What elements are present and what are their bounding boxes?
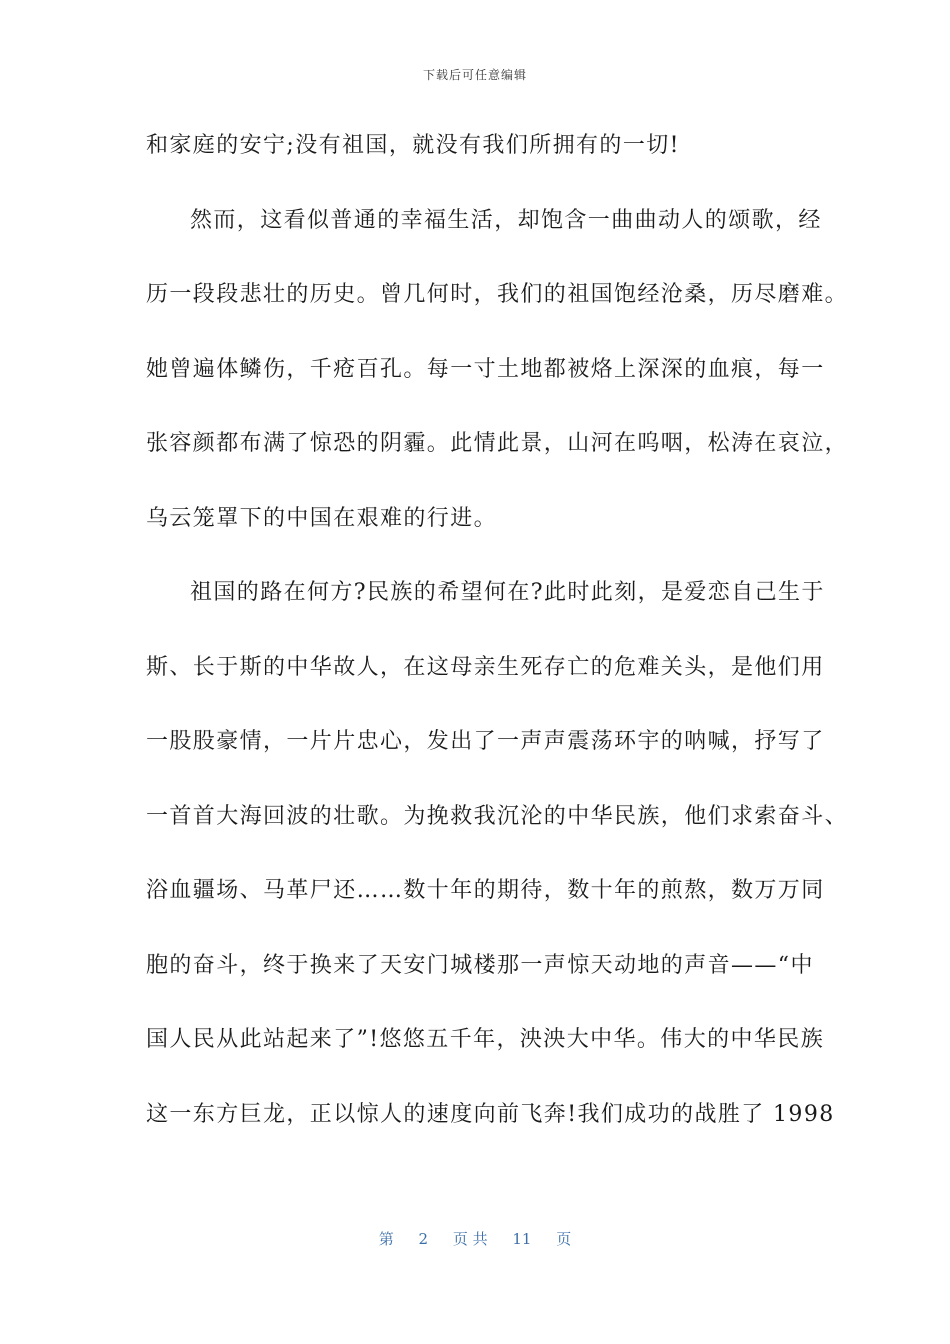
document-body bbox=[146, 120, 849, 1163]
paragraph-start-line: 然而，这看似普通的幸福生活，却饱含一曲曲动人的颂歌，经 bbox=[190, 207, 822, 233]
text-line: 一首首大海回波的壮歌。为挽救我沉沦的中华民族，他们求索奋斗、 bbox=[146, 803, 849, 829]
footer-prefix: 第 bbox=[378, 1230, 394, 1248]
text-line: 和家庭的安宁;没有祖国，就没有我们所拥有的一切! bbox=[146, 133, 680, 158]
text-line: 一股股豪情，一片片忠心，发出了一声声震荡环宇的呐喊，抒写了 bbox=[146, 729, 825, 754]
total-page-count: 11 bbox=[512, 1230, 532, 1248]
text-line: 张容颜都布满了惊恐的阴霾。此情此景，山河在呜咽，松涛在哀泣， bbox=[146, 431, 849, 456]
footer-middle: 页 共 bbox=[452, 1230, 488, 1248]
paragraph-start-line: 祖国的路在何方?民族的希望何在?此时此刻，是爱恋自己生于 bbox=[190, 580, 825, 605]
footer-suffix: 页 bbox=[556, 1230, 572, 1248]
page-header: 下载后可任意编辑 bbox=[422, 68, 527, 82]
text-line: 这一东方巨龙，正以惊人的速度向前飞奔!我们成功的战胜了 1998 bbox=[146, 1101, 835, 1127]
text-line: 她曾遍体鳞伤，千疮百孔。每一寸土地都被烙上深深的血痕，每一 bbox=[146, 356, 825, 382]
text-line: 斯、长于斯的中华故人，在这母亲生死存亡的危难关头，是他们用 bbox=[146, 654, 825, 680]
text-line: 国人民从此站起来了”!悠悠五千年，泱泱大中华。伟大的中华民族 bbox=[146, 1027, 825, 1052]
text-line: 胞的奋斗，终于换来了天安门城楼那一声惊天动地的声音——“中 bbox=[146, 952, 814, 978]
text-line: 乌云笼罩下的中国在艰难的行进。 bbox=[146, 505, 498, 531]
current-page-number: 2 bbox=[418, 1230, 429, 1248]
text-line: 历一段段悲壮的历史。曾几何时，我们的祖国饱经沧桑，历尽磨难。 bbox=[146, 282, 849, 307]
text-line: 浴血疆场、马革尸还……数十年的期待，数十年的煎熬，数万万同 bbox=[146, 878, 825, 903]
page-footer bbox=[0, 1228, 950, 1249]
